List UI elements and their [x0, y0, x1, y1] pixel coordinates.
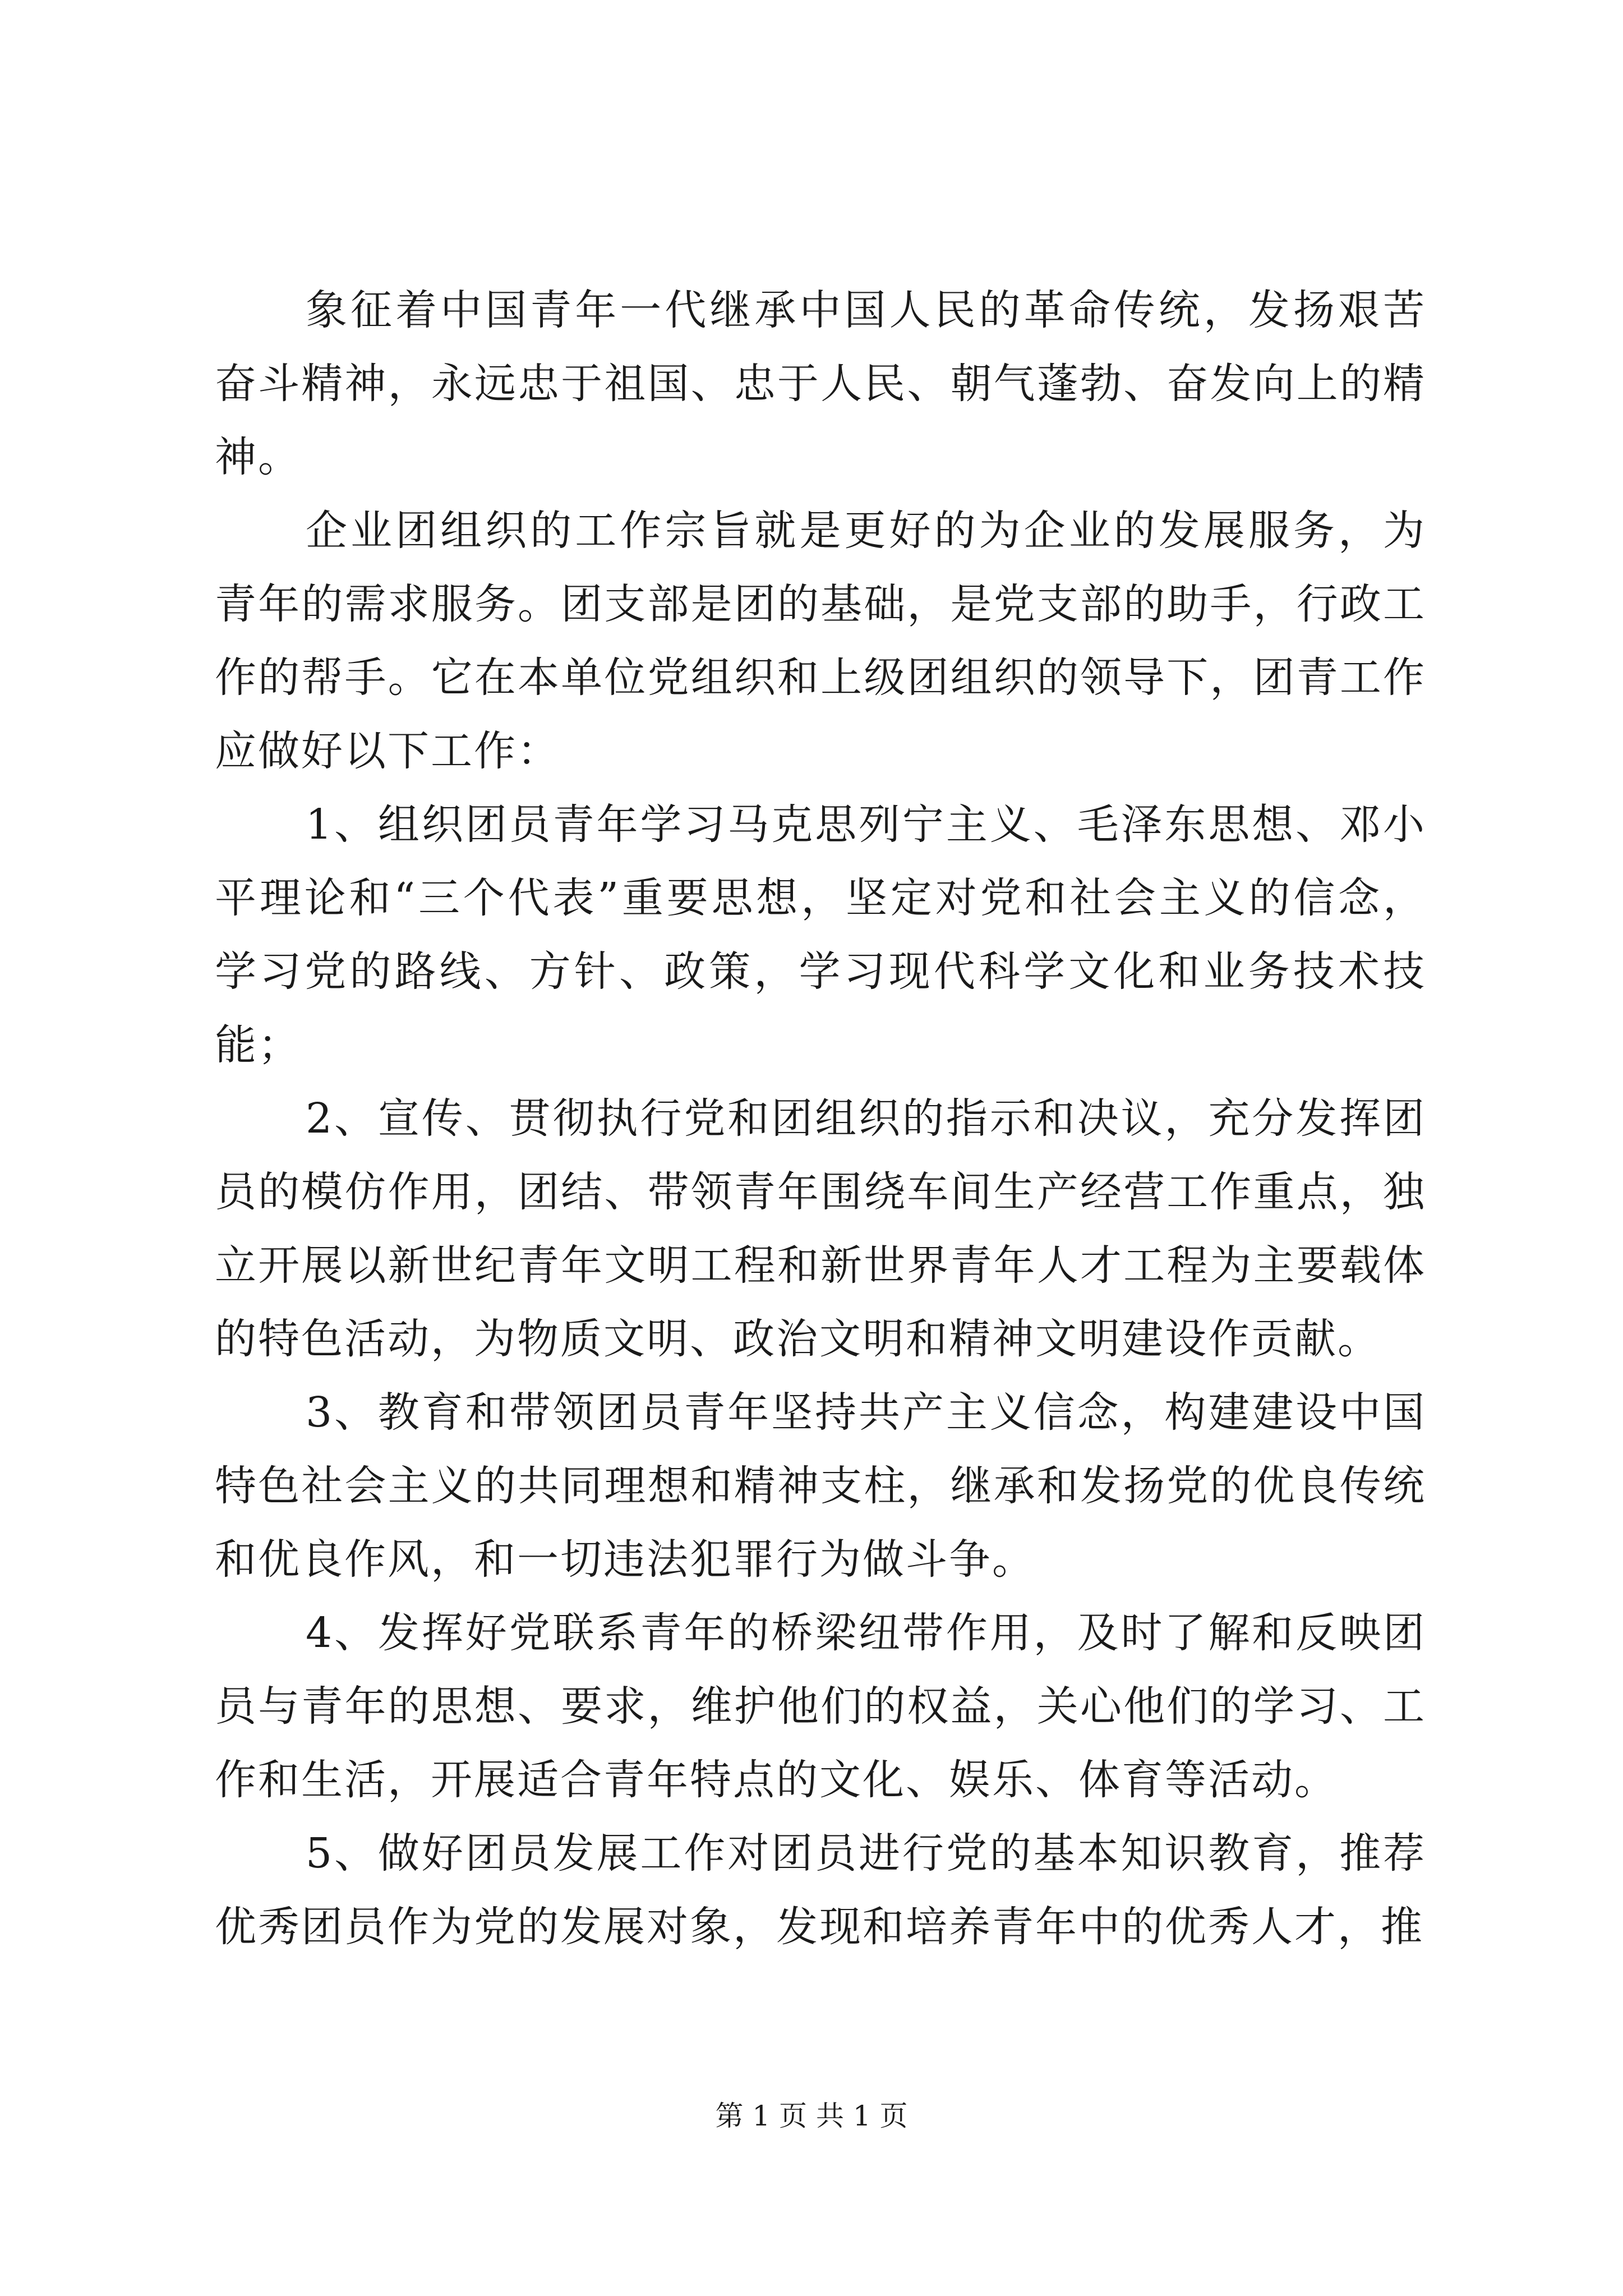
paragraph-3: 1、组织团员青年学习马克思列宁主义、毛泽东思想、邓小平理论和“三个代表”重要思想，坚定对党和社会主义的信念，学习党的路线、方针、政策，学习现代科学文化和业务技术技能； [215, 800, 1426, 1069]
paragraph-2: 企业团组织的工作宗旨就是更好的为企业的发展服务，为青年的需求服务。团支部是团的基础，是党支部的助手，行政工作的帮手。它在本单位党组织和上级团组织的领导下，团青工作应做好以下工作： [215, 507, 1426, 775]
paragraph-4: 2、宣传、贯彻执行党和团组织的指示和决议，充分发挥团员的模仿作用，团结、带领青年围绕车间生产经营工作重点，独立开展以新世纪青年文明工程和新世界青年人才工程为主要载体的特色活动，为物质文明、政治文明和精神文明建设作贡献。 [215, 1094, 1426, 1363]
page-footer: 第 1 页 共 1 页 [715, 2100, 908, 2132]
document-body [215, 274, 1426, 1964]
paragraph-6: 4、发挥好党联系青年的桥梁纽带作用，及时了解和反映团员与青年的思想、要求，维护他们的权益，关心他们的学习、工作和生活，开展适合青年特点的文化、娱乐、体育等活动。 [215, 1609, 1426, 1804]
paragraph-7: 5、做好团员发展工作对团员进行党的基本知识教育，推荐优秀团员作为党的发展对象，发现和培养青年中的优秀人才，推 [215, 1829, 1426, 1951]
paragraph-1: 象征着中国青年一代继承中国人民的革命传统，发扬艰苦奋斗精神，永远忠于祖国、忠于人民、朝气蓬勃、奋发向上的精神。 [215, 286, 1426, 481]
paragraph-5: 3、教育和带领团员青年坚持共产主义信念，构建建设中国特色社会主义的共同理想和精神支柱，继承和发扬党的优良传统和优良作风，和一切违法犯罪行为做斗争。 [215, 1388, 1426, 1584]
